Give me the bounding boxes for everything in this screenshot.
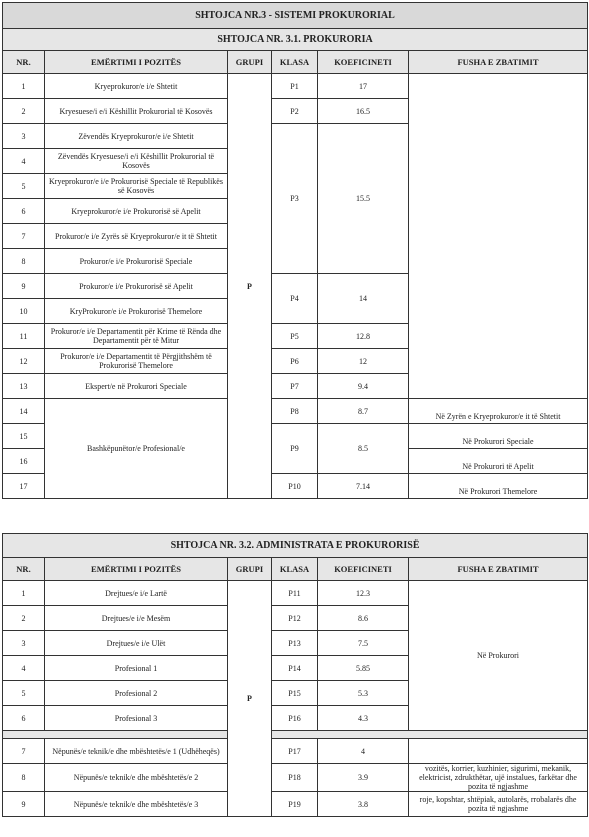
cell-scope: Në Prokurori Speciale (409, 424, 588, 449)
cell-coef: 8.7 (318, 399, 409, 424)
header-scope: FUSHA E ZBATIMIT (409, 51, 588, 74)
cell-class: P19 (272, 792, 318, 817)
cell-title: Profesional 2 (45, 681, 228, 706)
cell-title: Drejtues/e i/e Mesëm (45, 606, 228, 631)
cell-class: P17 (272, 739, 318, 764)
cell-class: P15 (272, 681, 318, 706)
cell-coef: 12 (318, 349, 409, 374)
header-group: GRUPI (228, 51, 272, 74)
separator-row (3, 731, 588, 739)
cell-nr: 4 (3, 149, 45, 174)
cell-title: Drejtues/e i/e Lartë (45, 581, 228, 606)
cell-nr: 9 (3, 792, 45, 817)
cell-nr: 4 (3, 656, 45, 681)
cell-class: P4 (272, 274, 318, 324)
cell-class: P6 (272, 349, 318, 374)
table-row (3, 764, 588, 792)
cell-nr: 5 (3, 174, 45, 199)
cell-nr: 14 (3, 399, 45, 424)
cell-title: Kryeprokuror/e i/e Prokurorisë së Apelit (45, 199, 228, 224)
cell-title: Prokuror/e i/e Prokurorisë së Apelit (45, 274, 228, 299)
cell-class: P14 (272, 656, 318, 681)
section-title: SHTOJCA NR. 3.2. ADMINISTRATA E PROKURORISË (3, 534, 588, 558)
cell-title: Ekspert/e në Prokurori Speciale (45, 374, 228, 399)
cell-class: P13 (272, 631, 318, 656)
header-nr: NR. (3, 51, 45, 74)
cell-nr: 8 (3, 249, 45, 274)
cell-nr: 11 (3, 324, 45, 349)
cell-class: P1 (272, 74, 318, 99)
header-group: GRUPI (228, 558, 272, 581)
cell-coef: 5.85 (318, 656, 409, 681)
cell-group: P (228, 74, 272, 499)
cell-coef: 8.5 (318, 424, 409, 474)
cell-nr: 7 (3, 739, 45, 764)
section-title: SHTOJCA NR. 3.1. PROKURORIA (3, 29, 588, 51)
cell-nr: 5 (3, 681, 45, 706)
header-scope: FUSHA E ZBATIMIT (409, 558, 588, 581)
header-title: EMËRTIMI I POZITËS (45, 51, 228, 74)
cell-coef: 16.5 (318, 99, 409, 124)
cell-class: P12 (272, 606, 318, 631)
cell-coef: 3.8 (318, 792, 409, 817)
cell-class: P9 (272, 424, 318, 474)
cell-title: Profesional 3 (45, 706, 228, 731)
cell-title: Prokuror/e i/e Zyrës së Kryeprokuror/e it të Shtetit (45, 224, 228, 249)
cell-nr: 17 (3, 474, 45, 499)
header-class: KLASA (272, 51, 318, 74)
cell-nr: 12 (3, 349, 45, 374)
cell-coef: 4 (318, 739, 409, 764)
cell-title: Nëpunës/e teknik/e dhe mbështetës/e 2 (45, 764, 228, 792)
header-class: KLASA (272, 558, 318, 581)
cell-scope: Në Prokurori (409, 581, 588, 731)
cell-nr: 6 (3, 706, 45, 731)
cell-coef: 17 (318, 74, 409, 99)
cell-coef: 3.9 (318, 764, 409, 792)
cell-class: P2 (272, 99, 318, 124)
cell-group: P (228, 581, 272, 817)
table-prokuroria (2, 2, 588, 499)
cell-scope: vozitës, korrier, kuzhinier, sigurimi, mekanik, elektricist, zdrukthëtar, ujë instalues, farkëtar dhe pozita të ngjashme (409, 764, 588, 792)
cell-nr: 3 (3, 124, 45, 149)
cell-title: Drejtues/e i/e Ulët (45, 631, 228, 656)
cell-title: Bashkëpunëtor/e Profesional/e (45, 399, 228, 499)
cell-scope: Në Prokurori të Apelit (409, 449, 588, 474)
cell-coef: 5.3 (318, 681, 409, 706)
cell-coef: 12.3 (318, 581, 409, 606)
cell-nr: 8 (3, 764, 45, 792)
table-row (3, 399, 588, 424)
doc-title: SHTOJCA NR.3 - SISTEMI PROKURORIAL (3, 3, 588, 29)
cell-nr: 16 (3, 449, 45, 474)
cell-nr: 6 (3, 199, 45, 224)
cell-title: Zëvendës Kryeprokuror/e i/e Shtetit (45, 124, 228, 149)
cell-title: Zëvendës Kryesuese/i e/i Këshillit Prokurorial të Kosovës (45, 149, 228, 174)
cell-title: Prokuror/e i/e Departamentit të Përgjithshëm të Prokurorisë Themelore (45, 349, 228, 374)
cell-nr: 2 (3, 606, 45, 631)
cell-title: Kryeprokuror/e i/e Prokurorisë Speciale të Republikës së Kosovës (45, 174, 228, 199)
cell-coef: 9.4 (318, 374, 409, 399)
cell-coef: 14 (318, 274, 409, 324)
table-row (3, 792, 588, 817)
cell-scope: roje, kopshtar, shtëpiak, autolarës, rrobalarës dhe pozita të ngjashme (409, 792, 588, 817)
cell-class: P8 (272, 399, 318, 424)
cell-nr: 7 (3, 224, 45, 249)
cell-scope (409, 74, 588, 399)
cell-class: P3 (272, 124, 318, 274)
cell-class: P10 (272, 474, 318, 499)
cell-title: Profesional 1 (45, 656, 228, 681)
cell-title: Prokuror/e i/e Prokurorisë Speciale (45, 249, 228, 274)
cell-title: Kryesuese/i e/i Këshillit Prokurorial të Kosovës (45, 99, 228, 124)
cell-coef: 15.5 (318, 124, 409, 274)
cell-title: Nëpunës/e teknik/e dhe mbështetës/e 3 (45, 792, 228, 817)
cell-nr: 9 (3, 274, 45, 299)
cell-coef: 12.8 (318, 324, 409, 349)
table-row (3, 581, 588, 606)
cell-coef: 4.3 (318, 706, 409, 731)
cell-class: P11 (272, 581, 318, 606)
cell-nr: 3 (3, 631, 45, 656)
cell-title: KryProkuror/e i/e Prokurorisë Themelore (45, 299, 228, 324)
header-coef: KOEFICINETI (318, 558, 409, 581)
cell-nr: 10 (3, 299, 45, 324)
cell-coef: 7.5 (318, 631, 409, 656)
cell-class: P5 (272, 324, 318, 349)
cell-nr: 1 (3, 74, 45, 99)
table-row (3, 739, 588, 764)
cell-coef: 8.6 (318, 606, 409, 631)
cell-coef: 7.14 (318, 474, 409, 499)
cell-nr: 2 (3, 99, 45, 124)
cell-scope: Në Zyrën e Kryeprokuror/e it të Shtetit (409, 399, 588, 424)
cell-title: Nëpunës/e teknik/e dhe mbështetës/e 1 (Udhëheqës) (45, 739, 228, 764)
cell-class: P16 (272, 706, 318, 731)
header-coef: KOEFICINETI (318, 51, 409, 74)
table-administrata (2, 533, 588, 817)
cell-scope (409, 739, 588, 764)
cell-nr: 15 (3, 424, 45, 449)
cell-nr: 13 (3, 374, 45, 399)
cell-scope: Në Prokurori Themelore (409, 474, 588, 499)
header-nr: NR. (3, 558, 45, 581)
cell-title: Kryeprokuror/e i/e Shtetit (45, 74, 228, 99)
cell-title: Prokuror/e i/e Departamentit për Krime të Rënda dhe Departamentit për të Mitur (45, 324, 228, 349)
cell-nr: 1 (3, 581, 45, 606)
cell-class: P7 (272, 374, 318, 399)
table-row (3, 74, 588, 99)
header-title: EMËRTIMI I POZITËS (45, 558, 228, 581)
cell-class: P18 (272, 764, 318, 792)
